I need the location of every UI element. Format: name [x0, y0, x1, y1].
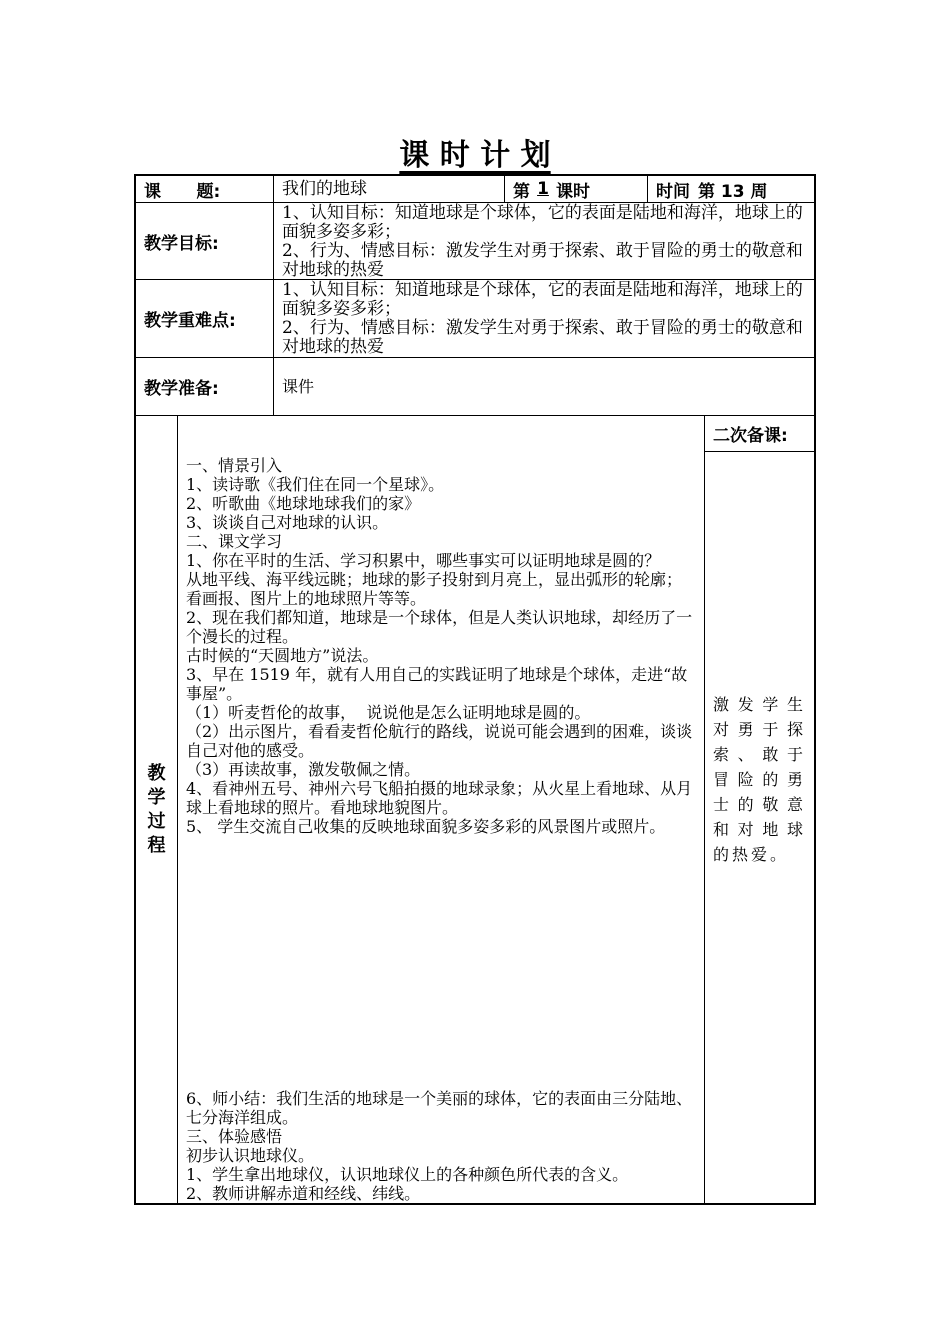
process-label-cell	[135, 415, 178, 1204]
prep-text-cell	[273, 357, 815, 416]
time-label: 时间	[656, 181, 690, 202]
prep-label-cell	[135, 357, 274, 416]
keypoints-text: 1、认知目标：知道地球是个球体，它的表面是陆地和海洋，地球上的面貌多姿多彩； 2、行为、情感目标：激发学生对勇于探索、敢于冒险的勇士的敬意和对地球的热爱	[282, 280, 803, 357]
topic-label-cell	[135, 175, 274, 203]
goals-text: 1、认知目标：知道地球是个球体，它的表面是陆地和海洋，地球上的面貌多姿多彩； 2、行为、情感目标：激发学生对勇于探索、敢于冒险的勇士的敬意和对地球的热爱	[282, 203, 803, 280]
topic-value: 我们的地球	[282, 178, 367, 199]
secondary-prep-text: 激发学生对勇于探索、敢于冒险的勇士的敬意和对地球的热爱。	[713, 695, 806, 864]
time-cell	[647, 175, 815, 203]
goals-label-cell	[135, 202, 274, 280]
secondary-prep-label: 二次备课:	[713, 426, 788, 446]
topic-value-cell	[273, 175, 505, 203]
topic-label: 课 题:	[144, 181, 221, 202]
lesson-number-cell	[504, 175, 648, 203]
process-part1: 一、情景引入 1、读诗歌《我们住在同一个星球》。 2、听歌曲《地球地球我们的家》 3、谈谈自己对地球的认识。 二、课文学习 1、你在平时的生活、学习积累中，哪些事实可以证明地球是圆的？ 从地平线、海平线远眺；地球的影子投射到月亮上，显出弧形的轮廓；看画报、图片上的地球照片等等。 2、现在我们都知道，地球是一个球体，但是人类认识地球，却经历了一个漫长的过程。 古时候的“天圆地方”说法。 3、早在 1519 年，就有人用自己的实践证明了地球是个球体，走进“故事屋”。 （1）听麦哲伦的故事， 说说他是怎么证明地球是圆的。 （2）出示图片，看看麦哲伦航行的路线，说说可能会遇到的困难，谈谈自己对他的感受。 （3）再读故事，激发敬佩之情。 4、看神州五号、神州六号飞船拍摄的地球录象；从火星上看地球、从月球上看地球的照片。看地球地貌图片。 5、 学生交流自己收集的反映地球面貌多姿多彩的风景图片或照片。	[186, 456, 693, 836]
prep-label: 教学准备:	[144, 379, 219, 399]
process-content-cell	[177, 415, 705, 1204]
goals-text-cell	[273, 202, 815, 280]
lesson-number: 1	[537, 179, 549, 199]
lesson-prefix: 第	[513, 181, 530, 202]
lesson-suffix: 课时	[556, 181, 590, 202]
process-label: 教学过程	[147, 762, 166, 856]
prep-text: 课件	[282, 377, 315, 396]
week-value: 第 13 周	[698, 181, 768, 202]
secondary-prep-text-cell	[704, 451, 815, 1204]
process-part2: 6、师小结：我们生活的地球是一个美丽的球体，它的表面由三分陆地、七分海洋组成。 三、体验感悟 初步认识地球仪。 1、学生拿出地球仪，认识地球仪上的各种颜色所代表的含义。 2、教师讲解赤道和经线、纬线。	[186, 1089, 693, 1203]
keypoints-label-cell	[135, 279, 274, 358]
secondary-prep-label-cell	[704, 415, 815, 452]
goals-label: 教学目标:	[144, 233, 219, 254]
keypoints-text-cell	[273, 279, 815, 358]
keypoints-label: 教学重难点:	[144, 311, 236, 331]
page-title: 课 时 计 划	[399, 138, 551, 173]
